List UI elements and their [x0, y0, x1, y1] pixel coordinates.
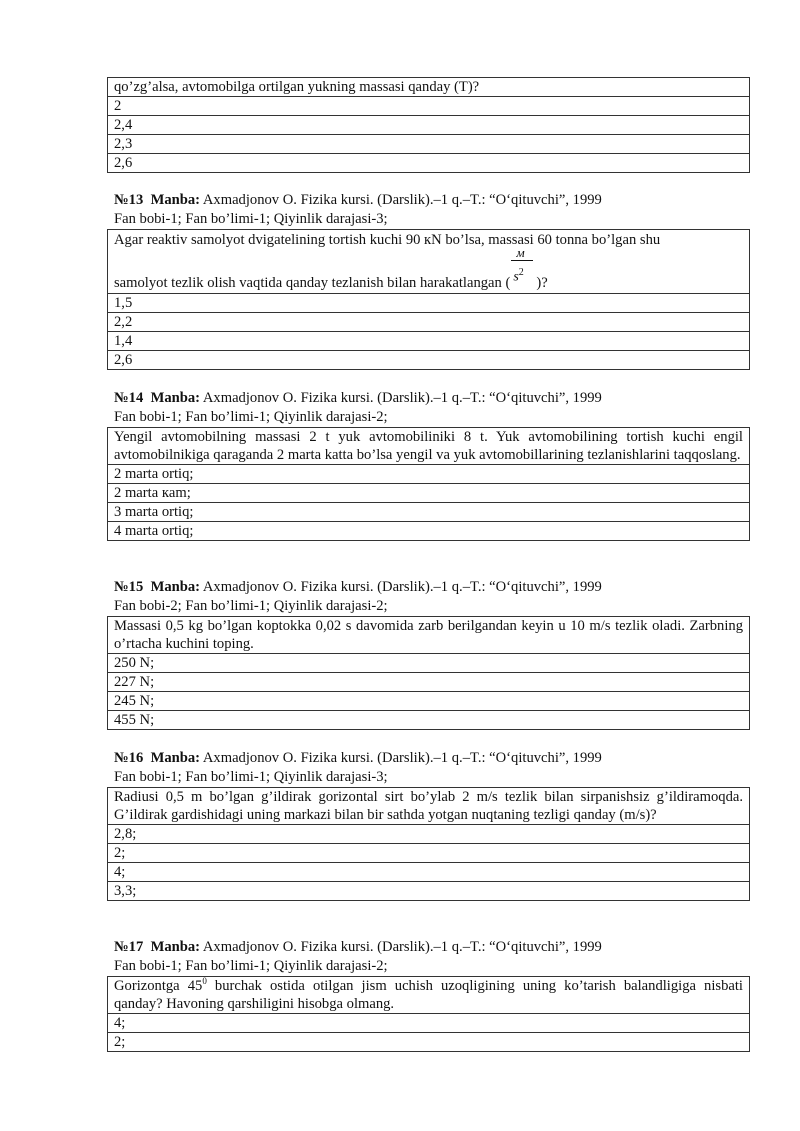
- fraction-bar: [511, 260, 533, 261]
- question-14-meta: Fan bobi-1; Fan bo’limi-1; Qiyinlik darajasi-2;: [114, 409, 388, 425]
- source-text: Axmadjonov O. Fizika kursi. (Darslik).–1 q.–T.: “O‘qituvchi”, 1999: [202, 750, 602, 766]
- question-number: №17: [114, 939, 144, 955]
- answer-option[interactable]: 4;: [108, 863, 750, 882]
- answer-option[interactable]: 3,3;: [108, 882, 750, 901]
- answer-option[interactable]: 1,4: [108, 332, 750, 351]
- question-17-source-line: [114, 938, 764, 957]
- answer-option[interactable]: 245 N;: [108, 692, 750, 711]
- answer-option[interactable]: 2,8;: [108, 825, 750, 844]
- question-13-source-line: [114, 191, 764, 210]
- question-13-header: [114, 191, 764, 229]
- question-14-stem: Yengil avtomobilning massasi 2 t yuk avtomobiliniki 8 t. Yuk avtomobilining tortish kuchi engil avtomobilnikiga qaraganda 2 marta katta bo’lsa yengil va yuk avtomobillarining tezlanishlarini taqqoslang.: [108, 428, 750, 465]
- question-16-meta: Fan bobi-1; Fan bo’limi-1; Qiyinlik darajasi-3;: [114, 769, 388, 785]
- answer-option[interactable]: 227 N;: [108, 673, 750, 692]
- question-17-meta: Fan bobi-1; Fan bo’limi-1; Qiyinlik darajasi-2;: [114, 958, 388, 974]
- question-number: №14: [114, 390, 144, 406]
- source-text: Axmadjonov O. Fizika kursi. (Darslik).–1 q.–T.: “O‘qituvchi”, 1999: [202, 390, 602, 406]
- source-label: Manba:: [150, 579, 201, 595]
- unit-denominator-base: s: [513, 269, 519, 285]
- question-16-stem: Radiusi 0,5 m bo’lgan g’ildirak gorizontal sirt bo’ylab 2 m/s tezlik bilan sirpanishsiz g’ildiramoqda. G’ildirak gardishidagi uning markazi bilan bir sathda yotgan nuqtaning tezligi qanday (m/s)?: [108, 788, 750, 825]
- question-number: №13: [114, 192, 144, 208]
- source-label: Manba:: [150, 939, 201, 955]
- answer-option[interactable]: 4;: [108, 1014, 750, 1033]
- answer-option[interactable]: 2,4: [108, 116, 750, 135]
- source-label: Manba:: [150, 390, 201, 406]
- answer-option[interactable]: 2;: [108, 1033, 750, 1052]
- question-17-stem: [108, 977, 750, 1014]
- source-label: Manba:: [150, 750, 201, 766]
- question-15-meta: Fan bobi-2; Fan bo’limi-1; Qiyinlik darajasi-2;: [114, 598, 388, 614]
- question-13-stem-line-1: Agar reaktiv samolyot dvigatelining tortish kuchi 90 кN bo’lsa, massasi 60 tonna bo’lgan shu: [114, 232, 661, 248]
- question-17-header: [114, 938, 764, 976]
- answer-option[interactable]: 1,5: [108, 294, 750, 313]
- question-14-source-line: [114, 389, 764, 408]
- degree-superscript: 0: [202, 976, 207, 987]
- question-15-stem: Massasi 0,5 kg bo’lgan koptokka 0,02 s davomida zarb berilgandan keyin u 10 m/s tezlik oladi. Zarbning o’rtacha kuchini toping.: [108, 617, 750, 654]
- answer-option[interactable]: 250 N;: [108, 654, 750, 673]
- source-label: Manba:: [150, 192, 201, 208]
- question-13-table: [107, 229, 750, 370]
- question-13-stem-line-2: [114, 245, 743, 293]
- question-15-table: [107, 616, 750, 730]
- answer-option[interactable]: 2,6: [108, 154, 750, 173]
- question-12-stem: qo’zg’alsa, avtomobilga ortilgan yukning massasi qanday (T)?: [108, 78, 750, 97]
- question-17-table: [107, 976, 750, 1052]
- question-15-source-line: [114, 578, 764, 597]
- question-14-table: [107, 427, 750, 541]
- answer-option[interactable]: 2: [108, 97, 750, 116]
- answer-option[interactable]: 2,2: [108, 313, 750, 332]
- answer-option[interactable]: 2 marta кam;: [108, 484, 750, 503]
- source-text: Axmadjonov O. Fizika kursi. (Darslik).–1 q.–T.: “O‘qituvchi”, 1999: [202, 192, 602, 208]
- question-13-meta: Fan bobi-1; Fan bo’limi-1; Qiyinlik darajasi-3;: [114, 211, 388, 227]
- unit-denominator-power: 2: [518, 267, 524, 278]
- source-text: Axmadjonov O. Fizika kursi. (Darslik).–1 q.–T.: “O‘qituvchi”, 1999: [202, 939, 602, 955]
- question-17-stem-start: Gorizontga 45: [114, 978, 203, 994]
- question-12-table: [107, 77, 750, 173]
- question-16-source-line: [114, 749, 764, 768]
- answer-option[interactable]: 455 N;: [108, 711, 750, 730]
- question-13-stem-text: samolyot tezlik olish vaqtida qanday tezlanish bilan harakatlangan (: [114, 275, 511, 291]
- question-14-header: [114, 389, 764, 427]
- unit-fraction: [510, 245, 536, 291]
- answer-option[interactable]: 2,6: [108, 351, 750, 370]
- question-13-stem-end: )?: [536, 275, 548, 291]
- answer-option[interactable]: 2;: [108, 844, 750, 863]
- question-15-header: [114, 578, 764, 616]
- question-16-header: [114, 749, 764, 787]
- unit-numerator: м: [516, 245, 525, 260]
- question-16-table: [107, 787, 750, 901]
- question-number: №16: [114, 750, 144, 766]
- unit-denominator: [513, 263, 523, 288]
- question-17-stem-rest: burchak ostida otilgan jism uchish uzoqligining uning ko’tarish balandligiga nisbati qanday? Havoning qarshiligini hisobga olmang.: [114, 978, 743, 1012]
- answer-option[interactable]: 3 marta ortiq;: [108, 503, 750, 522]
- question-13-stem: [108, 230, 750, 294]
- answer-option[interactable]: 2 marta ortiq;: [108, 465, 750, 484]
- source-text: Axmadjonov O. Fizika kursi. (Darslik).–1 q.–T.: “O‘qituvchi”, 1999: [202, 579, 602, 595]
- question-number: №15: [114, 579, 144, 595]
- answer-option[interactable]: 2,3: [108, 135, 750, 154]
- answer-option[interactable]: 4 marta ortiq;: [108, 522, 750, 541]
